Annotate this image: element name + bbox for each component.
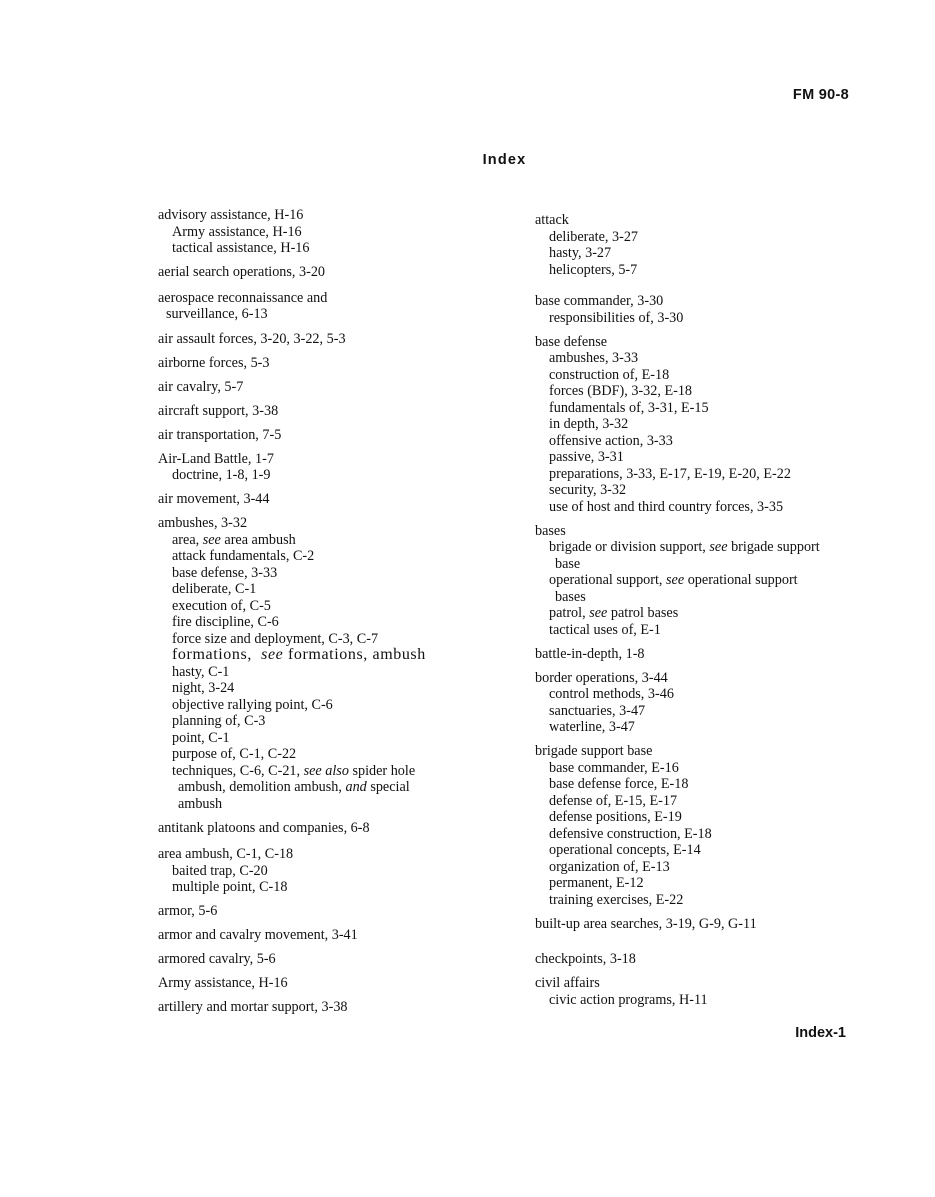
index-term: air assault forces, 3-20, 3-22, 5-3	[158, 330, 346, 347]
index-entry	[535, 646, 875, 663]
index-subterm-continuation: ambush, demolition ambush, and special	[178, 779, 410, 795]
index-entry	[535, 293, 875, 326]
index-subterm: organization of, E-13	[549, 858, 670, 875]
index-subterm: control methods, 3-46	[549, 686, 674, 702]
index-subterm: construction of, E-18	[549, 366, 670, 383]
index-subterm: tactical uses of, E-1	[549, 621, 661, 638]
index-subterm: hasty, C-1	[172, 663, 230, 680]
index-entry	[535, 916, 875, 933]
index-entry	[535, 212, 875, 278]
index-subterm: force size and deployment, C-3, C-7	[172, 630, 379, 647]
index-term: brigade support base	[535, 743, 653, 759]
index-term: Army assistance, H-16	[158, 975, 288, 991]
index-subterm: responsibilities of, 3-30	[549, 309, 684, 326]
index-term: advisory assistance, H-16	[158, 207, 304, 223]
index-entry	[158, 331, 523, 348]
index-term-continuation: surveillance, 6-13	[166, 306, 268, 322]
index-subterm: base commander, E-16	[549, 759, 679, 776]
index-subterm: area, see area ambush	[172, 531, 296, 548]
index-term: checkpoints, 3-18	[535, 951, 636, 967]
index-subterm: attack fundamentals, C-2	[172, 548, 315, 564]
index-subterm: planning of, C-3	[172, 713, 266, 729]
index-subterm: civic action programs, H-11	[549, 991, 708, 1008]
index-subterm: multiple point, C-18	[172, 879, 288, 895]
index-term: airborne forces, 5-3	[158, 354, 270, 371]
index-term: air transportation, 7-5	[158, 426, 282, 443]
index-term: battle-in-depth, 1-8	[535, 645, 645, 662]
index-term: base commander, 3-30	[535, 293, 664, 309]
index-term: antitank platoons and companies, 6-8	[158, 819, 370, 836]
index-subterm: patrol, see patrol bases	[549, 605, 679, 621]
index-entry	[158, 491, 523, 508]
index-entry	[535, 670, 875, 736]
index-subterm: sanctuaries, 3-47	[549, 702, 646, 719]
index-subterm: defensive construction, E-18	[549, 825, 712, 842]
index-entry	[158, 515, 523, 812]
index-subterm: brigade or division support, see brigade support	[549, 539, 820, 555]
index-subterm-continuation: base	[555, 555, 581, 572]
index-subterm: operational support, see operational support	[549, 572, 798, 588]
index-subterm: deliberate, C-1	[172, 581, 257, 597]
index-subterm: deliberate, 3-27	[549, 228, 639, 245]
page-title: Index	[482, 152, 527, 168]
index-entry	[158, 903, 523, 920]
index-entry	[158, 355, 523, 372]
page-number: Index-1	[795, 1025, 846, 1041]
index-subterm-continuation: ambush	[178, 795, 223, 812]
index-term: ambushes, 3-32	[158, 515, 248, 531]
index-term: armored cavalry, 5-6	[158, 951, 276, 967]
index-subterm: fire discipline, C-6	[172, 614, 279, 630]
index-column-right	[535, 212, 875, 1016]
index-term: attack	[535, 212, 569, 228]
index-term: border operations, 3-44	[535, 669, 668, 686]
index-subterm: security, 3-32	[549, 482, 627, 498]
index-term: aerial search operations, 3-20	[158, 264, 326, 280]
index-entry	[158, 207, 523, 257]
index-subterm: Army assistance, H-16	[172, 223, 302, 240]
index-entry	[535, 951, 875, 968]
index-subterm-continuation: bases	[555, 588, 586, 605]
index-subterm: objective rallying point, C-6	[172, 696, 333, 713]
index-subterm: ambushes, 3-33	[549, 350, 639, 366]
index-subterm: baited trap, C-20	[172, 862, 268, 879]
index-term: armor and cavalry movement, 3-41	[158, 927, 358, 943]
index-subterm: in depth, 3-32	[549, 416, 629, 432]
index-term: aerospace reconnaissance and	[158, 289, 328, 306]
see-also-reference: see also	[303, 762, 349, 779]
index-term: base defense	[535, 333, 608, 350]
see-reference: see	[202, 531, 221, 548]
index-term: Air-Land Battle, 1-7	[158, 450, 274, 467]
index-term: air cavalry, 5-7	[158, 378, 244, 395]
index-subterm: techniques, C-6, C-21, see also spider hole	[172, 762, 416, 779]
index-entry	[158, 427, 523, 444]
index-column-left	[158, 207, 523, 1023]
see-reference: see	[261, 646, 284, 663]
index-subterm: preparations, 3-33, E-17, E-19, E-20, E-22	[549, 465, 791, 482]
index-subterm: use of host and third country forces, 3-35	[549, 498, 784, 515]
index-entry	[158, 290, 523, 323]
index-entry	[158, 820, 523, 837]
and-connector: and	[345, 779, 367, 795]
index-term: aircraft support, 3-38	[158, 402, 279, 419]
index-entry	[158, 379, 523, 396]
index-entry	[158, 451, 523, 484]
index-entry	[158, 403, 523, 420]
index-entry	[158, 927, 523, 944]
index-entry	[158, 264, 523, 281]
index-subterm: passive, 3-31	[549, 449, 624, 465]
index-subterm: hasty, 3-27	[549, 245, 612, 261]
index-subterm: doctrine, 1-8, 1-9	[172, 467, 271, 483]
index-subterm: night, 3-24	[172, 680, 235, 696]
index-subterm: defense of, E-15, E-17	[549, 792, 678, 809]
index-term: civil affairs	[535, 975, 600, 991]
see-reference: see	[589, 605, 608, 621]
index-entry	[158, 999, 523, 1016]
index-subterm: offensive action, 3-33	[549, 432, 673, 449]
index-entry	[535, 523, 875, 639]
index-entry	[158, 975, 523, 992]
index-term: air movement, 3-44	[158, 491, 270, 507]
index-subterm: forces (BDF), 3-32, E-18	[549, 383, 693, 399]
index-subterm: base defense, 3-33	[172, 564, 278, 581]
index-subterm: tactical assistance, H-16	[172, 240, 310, 256]
index-subterm: waterline, 3-47	[549, 719, 635, 735]
index-entry	[535, 743, 875, 908]
index-entry	[158, 846, 523, 896]
index-entry	[535, 334, 875, 516]
index-subterm: fundamentals of, 3-31, E-15	[549, 399, 709, 416]
index-subterm: helicopters, 5-7	[549, 261, 638, 278]
index-subterm: defense positions, E-19	[549, 809, 682, 825]
index-subterm: operational concepts, E-14	[549, 842, 701, 858]
index-term: bases	[535, 522, 566, 539]
index-term: built-up area searches, 3-19, G-9, G-11	[535, 915, 757, 932]
index-entry	[158, 951, 523, 968]
see-reference: see	[666, 572, 685, 588]
index-subterm: formations, see formations, ambush	[172, 646, 426, 663]
index-entry	[535, 975, 875, 1008]
index-term: artillery and mortar support, 3-38	[158, 999, 348, 1015]
index-subterm: execution of, C-5	[172, 597, 271, 614]
index-subterm: point, C-1	[172, 729, 230, 746]
index-term: armor, 5-6	[158, 903, 218, 919]
index-subterm: base defense force, E-18	[549, 776, 689, 792]
document-id: FM 90-8	[792, 87, 849, 103]
see-reference: see	[709, 539, 728, 555]
index-subterm: training exercises, E-22	[549, 891, 684, 908]
index-subterm: permanent, E-12	[549, 875, 644, 891]
index-term: area ambush, C-1, C-18	[158, 846, 294, 862]
index-subterm: purpose of, C-1, C-22	[172, 746, 297, 762]
